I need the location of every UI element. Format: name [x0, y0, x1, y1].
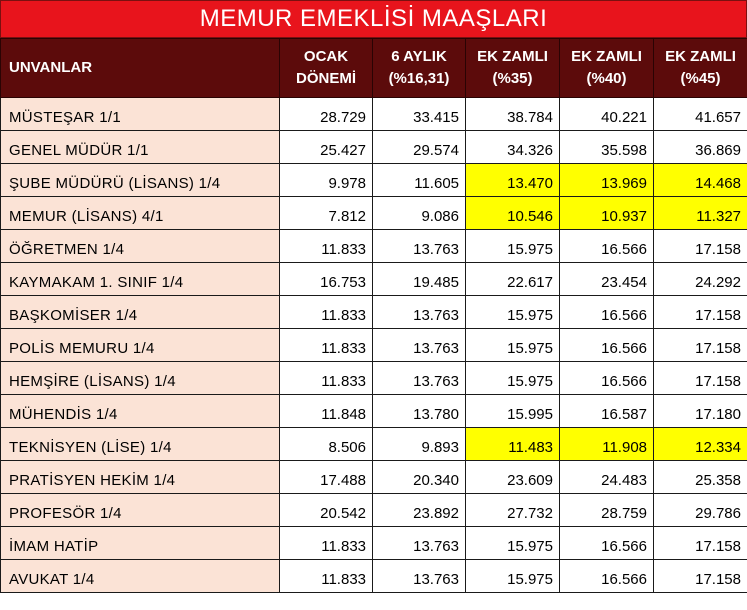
- value-cell: 17.158: [654, 296, 747, 329]
- column-header-line1: UNVANLAR: [9, 59, 93, 76]
- value-cell: 23.454: [560, 263, 654, 296]
- value-cell: 41.657: [654, 98, 747, 131]
- column-header-2: [373, 39, 466, 98]
- value-cell: 22.617: [466, 263, 560, 296]
- value-cell: 16.753: [280, 263, 373, 296]
- value-cell: 11.833: [280, 296, 373, 329]
- value-cell: 11.833: [280, 329, 373, 362]
- value-cell: 15.975: [466, 329, 560, 362]
- value-cell: 13.763: [373, 362, 466, 395]
- value-cell: 17.158: [654, 560, 747, 593]
- value-cell: 17.158: [654, 329, 747, 362]
- value-cell: 20.542: [280, 494, 373, 527]
- row-title-cell: İMAM HATİP: [1, 527, 280, 560]
- value-cell: 29.574: [373, 131, 466, 164]
- value-cell: 25.427: [280, 131, 373, 164]
- column-header-line2: (%35): [492, 70, 533, 87]
- column-header-line1: 6 AYLIK: [391, 48, 447, 65]
- row-title-cell: TEKNİSYEN (LİSE) 1/4: [1, 428, 280, 461]
- value-cell: 9.086: [373, 197, 466, 230]
- column-header-3: [466, 39, 560, 98]
- value-cell: 20.340: [373, 461, 466, 494]
- column-header-line1: EK ZAMLI: [665, 48, 736, 65]
- value-cell: 13.763: [373, 527, 466, 560]
- value-cell: 9.978: [280, 164, 373, 197]
- value-cell: 16.566: [560, 329, 654, 362]
- value-cell: 13.763: [373, 230, 466, 263]
- column-header-line2: (%16,31): [388, 70, 450, 87]
- value-cell: 16.566: [560, 527, 654, 560]
- value-cell: 11.833: [280, 560, 373, 593]
- table-row: [1, 494, 747, 527]
- value-cell: 11.483: [466, 428, 560, 461]
- row-title-cell: MEMUR (LİSANS) 4/1: [1, 197, 280, 230]
- value-cell: 35.598: [560, 131, 654, 164]
- column-header-line1: OCAK: [303, 48, 349, 65]
- row-title-cell: PROFESÖR 1/4: [1, 494, 280, 527]
- value-cell: 36.869: [654, 131, 747, 164]
- value-cell: 7.812: [280, 197, 373, 230]
- value-cell: 27.732: [466, 494, 560, 527]
- value-cell: 13.470: [466, 164, 560, 197]
- table-row: [1, 98, 747, 131]
- value-cell: 13.763: [373, 560, 466, 593]
- value-cell: 11.833: [280, 230, 373, 263]
- value-cell: 13.780: [373, 395, 466, 428]
- table-row: [1, 164, 747, 197]
- column-header-4: [560, 39, 654, 98]
- row-title-cell: PRATİSYEN HEKİM 1/4: [1, 461, 280, 494]
- value-cell: 13.969: [560, 164, 654, 197]
- value-cell: 28.729: [280, 98, 373, 131]
- value-cell: 11.327: [654, 197, 747, 230]
- sheet-title: MEMUR EMEKLİSİ MAAŞLARI: [0, 0, 747, 38]
- value-cell: 11.833: [280, 527, 373, 560]
- value-cell: 16.566: [560, 296, 654, 329]
- value-cell: 12.334: [654, 428, 747, 461]
- value-cell: 15.975: [466, 527, 560, 560]
- row-title-cell: GENEL MÜDÜR 1/1: [1, 131, 280, 164]
- value-cell: 16.566: [560, 362, 654, 395]
- table-row: [1, 131, 747, 164]
- row-title-cell: HEMŞİRE (LİSANS) 1/4: [1, 362, 280, 395]
- value-cell: 15.975: [466, 560, 560, 593]
- table-row: [1, 329, 747, 362]
- value-cell: 11.908: [560, 428, 654, 461]
- value-cell: 15.975: [466, 296, 560, 329]
- salary-table: [0, 38, 747, 593]
- column-header-0: [1, 39, 280, 98]
- value-cell: 24.483: [560, 461, 654, 494]
- value-cell: 25.358: [654, 461, 747, 494]
- column-header-line1: EK ZAMLI: [477, 48, 548, 65]
- value-cell: 13.763: [373, 296, 466, 329]
- table-row: [1, 230, 747, 263]
- column-header-1: [280, 39, 373, 98]
- value-cell: 19.485: [373, 263, 466, 296]
- table-body: [1, 98, 747, 593]
- table-row: [1, 461, 747, 494]
- table-header: [1, 39, 747, 98]
- column-header-5: [654, 39, 747, 98]
- table-row: [1, 296, 747, 329]
- row-title-cell: POLİS MEMURU 1/4: [1, 329, 280, 362]
- value-cell: 33.415: [373, 98, 466, 131]
- value-cell: 11.848: [280, 395, 373, 428]
- row-title-cell: AVUKAT 1/4: [1, 560, 280, 593]
- value-cell: 28.759: [560, 494, 654, 527]
- value-cell: 10.546: [466, 197, 560, 230]
- header-row: [1, 39, 747, 98]
- row-title-cell: BAŞKOMİSER 1/4: [1, 296, 280, 329]
- table-row: [1, 362, 747, 395]
- value-cell: 16.587: [560, 395, 654, 428]
- table-row: [1, 428, 747, 461]
- row-title-cell: MÜSTEŞAR 1/1: [1, 98, 280, 131]
- value-cell: 16.566: [560, 560, 654, 593]
- value-cell: 8.506: [280, 428, 373, 461]
- value-cell: 15.995: [466, 395, 560, 428]
- value-cell: 15.975: [466, 230, 560, 263]
- value-cell: 10.937: [560, 197, 654, 230]
- column-header-line1: EK ZAMLI: [571, 48, 642, 65]
- table-row: [1, 527, 747, 560]
- value-cell: 15.975: [466, 362, 560, 395]
- value-cell: 17.158: [654, 527, 747, 560]
- value-cell: 17.158: [654, 362, 747, 395]
- column-header-line2: (%40): [586, 70, 627, 87]
- column-header-line2: DÖNEMİ: [296, 70, 356, 87]
- value-cell: 9.893: [373, 428, 466, 461]
- row-title-cell: MÜHENDİS 1/4: [1, 395, 280, 428]
- value-cell: 40.221: [560, 98, 654, 131]
- value-cell: 13.763: [373, 329, 466, 362]
- value-cell: 14.468: [654, 164, 747, 197]
- table-row: [1, 395, 747, 428]
- value-cell: 29.786: [654, 494, 747, 527]
- row-title-cell: ŞUBE MÜDÜRÜ (LİSANS) 1/4: [1, 164, 280, 197]
- value-cell: 24.292: [654, 263, 747, 296]
- value-cell: 17.180: [654, 395, 747, 428]
- value-cell: 23.892: [373, 494, 466, 527]
- value-cell: 34.326: [466, 131, 560, 164]
- value-cell: 16.566: [560, 230, 654, 263]
- row-title-cell: KAYMAKAM 1. SINIF 1/4: [1, 263, 280, 296]
- value-cell: 11.833: [280, 362, 373, 395]
- table-row: [1, 197, 747, 230]
- value-cell: 17.158: [654, 230, 747, 263]
- value-cell: 38.784: [466, 98, 560, 131]
- column-header-line2: (%45): [680, 70, 721, 87]
- value-cell: 23.609: [466, 461, 560, 494]
- table-row: [1, 263, 747, 296]
- table-row: [1, 560, 747, 593]
- value-cell: 11.605: [373, 164, 466, 197]
- row-title-cell: ÖĞRETMEN 1/4: [1, 230, 280, 263]
- value-cell: 17.488: [280, 461, 373, 494]
